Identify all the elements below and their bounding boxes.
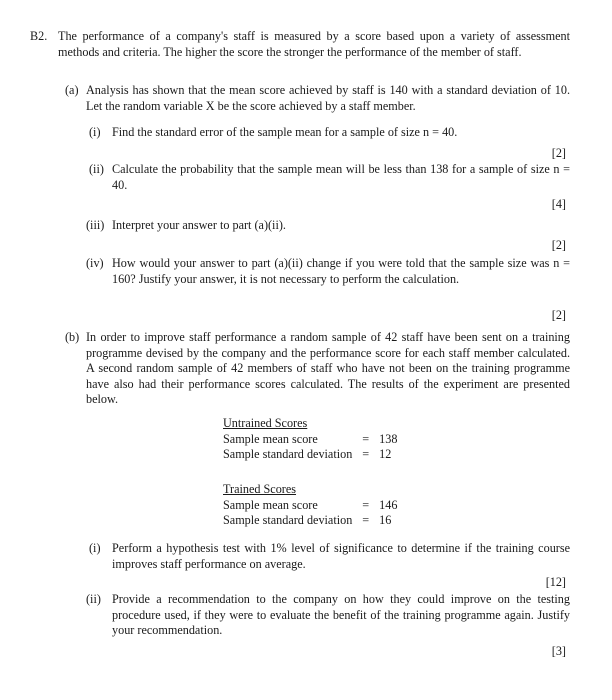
part-a-iv-label: (iv) (86, 256, 104, 270)
table-row (223, 432, 397, 448)
part-a-i-marks: [2] (551, 146, 566, 160)
untrained-scores-block (223, 416, 397, 463)
part-a-iii-text: Interpret your answer to part (a)(ii). (112, 218, 286, 232)
part-a-ii-marks: [4] (551, 197, 566, 211)
part-a-ii-text: Calculate the probability that the sample mean will be less than 138 for a sample of size n = 40. (112, 162, 570, 192)
part-a-i-label: (i) (89, 125, 101, 139)
part-b-i-label: (i) (89, 541, 101, 555)
row-value: 12 (379, 447, 392, 462)
table-row (223, 447, 397, 463)
part-a-iv-text: How would your answer to part (a)(ii) change if you were told that the sample size was n = 160? Justify your answer, it is not necessary to perform the calculation. (112, 256, 570, 286)
part-b-label: (b) (65, 330, 80, 344)
part-b-intro: In order to improve staff performance a random sample of 42 staff have been sent on a training programme devised by the company and the performance score for each staff member calculated. A second random sample of 42 members of staff who have not been on the training programme have also had their performance scores calculated. The results of the experiment are presented below. (86, 330, 570, 407)
part-b-ii-text: Provide a recommendation to the company on how they could improve on the testing procedure used, if they were to evaluate the benefit of the training programme again. Justify your recommendation. (112, 592, 570, 638)
part-a-iii-marks: [2] (551, 238, 566, 252)
row-label: Sample standard deviation (223, 447, 353, 462)
row-equals: = (362, 497, 370, 512)
table-row (223, 513, 397, 529)
table-row (223, 498, 397, 514)
part-a-i-text: Find the standard error of the sample mean for a sample of size n = 40. (112, 125, 458, 139)
part-a-ii-label: (ii) (89, 162, 104, 176)
question-intro: The performance of a company's staff is measured by a score based upon a variety of assessment methods and criteria. The higher the score the stronger the performance of the member of staff. (58, 29, 570, 59)
trained-scores-block (223, 482, 397, 529)
part-a-label: (a) (65, 83, 79, 97)
row-label: Sample mean score (223, 431, 318, 446)
untrained-table (223, 432, 397, 463)
trained-table (223, 498, 397, 529)
row-label: Sample standard deviation (223, 513, 353, 528)
row-equals: = (362, 447, 370, 462)
row-value: 146 (379, 497, 398, 512)
part-a-iii-label: (iii) (86, 218, 105, 232)
part-a-intro: Analysis has shown that the mean score achieved by staff is 140 with a standard deviation of 10. Let the random variable X be the score achieved by a staff member. (86, 83, 570, 113)
part-b-ii-marks: [3] (551, 644, 566, 658)
row-equals: = (362, 513, 370, 528)
question-number: B2. (30, 29, 48, 43)
part-b-i-marks: [12] (545, 575, 566, 589)
row-label: Sample mean score (223, 497, 318, 512)
part-a-iv-marks: [2] (551, 308, 566, 322)
untrained-heading: Untrained Scores (223, 416, 308, 430)
trained-heading: Trained Scores (223, 482, 297, 496)
row-value: 16 (379, 513, 392, 528)
part-b-i-text: Perform a hypothesis test with 1% level of significance to determine if the training course improves staff performance on average. (112, 541, 570, 571)
row-equals: = (362, 431, 370, 446)
part-b-ii-label: (ii) (86, 592, 101, 606)
row-value: 138 (379, 431, 398, 446)
